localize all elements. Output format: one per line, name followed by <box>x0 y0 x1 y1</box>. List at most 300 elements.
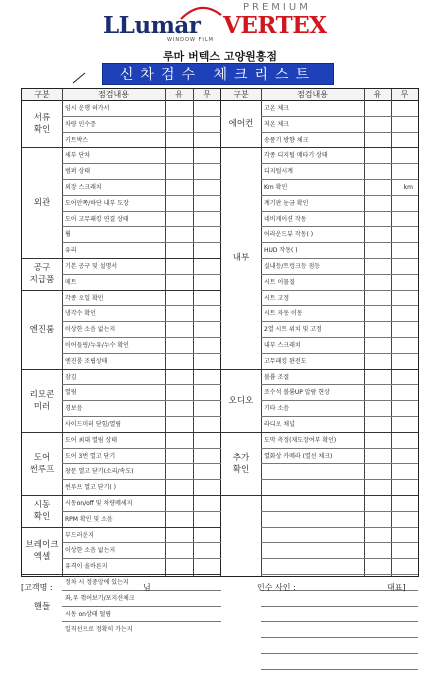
check-cell-present[interactable] <box>364 133 391 149</box>
check-cell-present[interactable] <box>165 559 193 575</box>
checklist-row <box>62 164 221 180</box>
check-cell-absent[interactable] <box>391 338 418 353</box>
checklist-row <box>261 101 418 117</box>
checklist-row <box>62 512 221 528</box>
customer-honorific: 님 <box>143 583 151 592</box>
checklist-row <box>62 354 221 370</box>
check-cell-present[interactable] <box>165 164 193 179</box>
check-cell-absent[interactable] <box>391 275 418 290</box>
checklist-item-text: 각종 오일 확인 <box>65 294 104 302</box>
check-cell-absent[interactable] <box>391 306 418 321</box>
checklist-row <box>261 117 418 133</box>
checklist-item-text: 시트 자동 이동 <box>264 310 303 318</box>
checklist-row <box>261 275 418 291</box>
check-cell-present[interactable] <box>165 417 193 433</box>
group-category-label: 추가 확인 <box>232 452 250 475</box>
check-cell-absent[interactable] <box>193 496 221 511</box>
checklist-item-text: 도어안쪽/하단 내부 도장 <box>65 199 129 207</box>
check-cell-absent[interactable] <box>193 370 221 385</box>
checklist-item-text: 썬루프 열고 닫기( ) <box>65 484 116 492</box>
brand-logo <box>0 2 440 48</box>
check-cell-present[interactable] <box>165 370 193 385</box>
checklist-item-text: 임시 운행 허가서 <box>65 105 110 112</box>
checklist-row <box>62 417 221 433</box>
check-cell-present[interactable] <box>364 101 391 116</box>
check-cell-absent[interactable] <box>391 259 418 274</box>
checklist-row <box>62 148 221 164</box>
check-cell-present[interactable] <box>165 401 193 416</box>
checklist-row <box>261 243 418 259</box>
checklist-row <box>62 528 221 544</box>
check-cell-absent[interactable] <box>193 622 221 638</box>
check-cell-present[interactable] <box>364 385 391 400</box>
check-cell-absent[interactable] <box>391 212 418 227</box>
checklist-row <box>62 243 221 259</box>
check-cell-absent[interactable] <box>193 559 221 575</box>
checklist-row <box>62 480 221 496</box>
check-cell-present[interactable] <box>364 212 391 227</box>
right-group <box>221 148 418 369</box>
checklist-row <box>62 338 221 354</box>
header-category: 구분 <box>233 90 249 99</box>
check-cell-absent[interactable] <box>391 401 418 416</box>
check-cell-present[interactable] <box>165 433 193 448</box>
check-cell-present[interactable] <box>165 449 193 464</box>
checklist-row <box>261 291 418 307</box>
checklist-item-text: RPM 확인 및 소음 <box>65 515 113 523</box>
check-cell-absent[interactable] <box>391 464 418 479</box>
group-category-label: 에어컨 <box>228 119 254 130</box>
check-cell-absent[interactable] <box>391 133 418 149</box>
checklist-row <box>62 433 221 449</box>
check-cell-present[interactable] <box>165 180 193 195</box>
check-cell-absent[interactable] <box>391 622 418 637</box>
check-cell-present[interactable] <box>364 338 391 353</box>
check-cell-absent[interactable] <box>391 607 418 622</box>
check-cell-present[interactable] <box>364 480 391 496</box>
checklist-item-text: 계기판 눈금 확인 <box>264 199 309 207</box>
checklist-item-text: 정차 시 정중앙에 있는지 <box>65 579 129 586</box>
check-cell-absent[interactable] <box>391 528 418 543</box>
header-item: 점검내용 <box>98 90 129 99</box>
header-absent: 무 <box>400 90 409 99</box>
check-cell-absent[interactable] <box>391 496 418 511</box>
checklist-item-text: 시트 고정 <box>264 294 290 302</box>
checklist-item-text: 이상한 소음 없는지 <box>65 547 116 555</box>
check-cell-absent[interactable] <box>193 528 221 543</box>
check-cell-present[interactable] <box>165 322 193 337</box>
checklist-row <box>261 338 418 354</box>
check-cell-absent[interactable] <box>193 164 221 179</box>
check-cell-absent[interactable] <box>391 433 418 448</box>
check-cell-present[interactable] <box>364 543 391 558</box>
checklist-item-text: 조수석 볼륨UP 알람 현상 <box>264 389 330 397</box>
header-present: 유 <box>373 90 382 99</box>
check-cell-present[interactable] <box>165 148 193 163</box>
checklist-item-text: 고무패킹 완전도 <box>264 357 307 365</box>
check-cell-absent[interactable] <box>391 243 418 258</box>
check-cell-absent[interactable] <box>193 401 221 416</box>
check-cell-absent[interactable] <box>391 322 418 337</box>
checklist-row <box>62 196 221 212</box>
check-cell-present[interactable] <box>165 512 193 528</box>
check-cell-present[interactable] <box>364 370 391 385</box>
checklist-row <box>62 212 221 228</box>
check-cell-absent[interactable] <box>391 117 418 132</box>
check-cell-present[interactable] <box>364 512 391 527</box>
check-cell-present[interactable] <box>364 275 391 290</box>
check-cell-absent[interactable] <box>391 227 418 242</box>
check-cell-present[interactable] <box>364 449 391 464</box>
checklist-item-text: 휠 <box>65 231 71 239</box>
checklist-row <box>62 306 221 322</box>
checklist-item-text: 볼륨 조절 <box>264 373 290 381</box>
header-absent: 무 <box>203 90 211 99</box>
check-cell-present[interactable] <box>165 133 193 149</box>
checklist-item-text: 경보음 <box>65 405 83 413</box>
checklist-row <box>62 291 221 307</box>
header-present: 유 <box>175 90 183 99</box>
left-group <box>22 528 221 575</box>
slash-mark <box>72 72 86 84</box>
checklist-item-text: 내부 스크래치 <box>264 341 301 349</box>
checklist-item-text: 매트 <box>65 278 77 286</box>
check-cell-present[interactable] <box>364 306 391 321</box>
check-cell-present[interactable] <box>364 622 391 637</box>
check-cell-present[interactable] <box>165 464 193 479</box>
brand-premium: PREMIUM <box>243 2 311 13</box>
check-cell-present[interactable] <box>364 243 391 258</box>
group-category-label: 리모콘 미러 <box>29 389 55 412</box>
check-cell-absent[interactable] <box>193 417 221 433</box>
check-cell-absent[interactable] <box>193 180 221 195</box>
checklist-row <box>261 559 418 575</box>
check-cell-present[interactable] <box>364 433 391 448</box>
checklist-item-text: 도어 고무패킹 연결 상태 <box>65 215 129 223</box>
group-category-label: 서류 확인 <box>33 113 51 136</box>
checklist-row <box>261 370 418 386</box>
signature-footer <box>21 582 419 594</box>
check-cell-present[interactable] <box>165 259 193 274</box>
check-cell-present[interactable] <box>165 338 193 353</box>
check-cell-absent[interactable] <box>193 212 221 227</box>
checklist-item-text: 사이드미러 닫힘/열림 <box>65 420 122 428</box>
checklist-item-text: 디지털시계 <box>264 168 293 176</box>
check-cell-present[interactable] <box>165 117 193 132</box>
checklist-item-text: 좌,우 꺾어보기/포지션체크 <box>65 594 135 602</box>
group-category-label: 도어 썬루프 <box>29 452 55 475</box>
checklist-row <box>62 227 221 243</box>
left-group <box>22 101 221 148</box>
checklist-item-text: 부드러운지 <box>65 531 94 539</box>
right-column <box>221 89 418 576</box>
check-cell-present[interactable] <box>165 385 193 400</box>
check-cell-present[interactable] <box>165 291 193 306</box>
left-group <box>22 259 221 291</box>
checklist-item-text: 도어 3번 열고 닫기 <box>65 452 116 460</box>
checklist-row <box>261 512 418 528</box>
checklist-row <box>261 433 418 449</box>
checklist-item-text: 외장 스크래치 <box>65 183 102 191</box>
checklist-row <box>62 543 221 559</box>
checklist-item-text: 열화상 카메라 (열선 체크) <box>264 452 333 460</box>
check-cell-absent[interactable] <box>193 543 221 558</box>
checklist-item-text: 저온 체크 <box>264 120 290 128</box>
customer-name-label: [고객명 : <box>21 583 53 592</box>
checklist-item-text: 2열 시트 위치 및 고정 <box>264 326 322 334</box>
checklist-row <box>261 543 418 559</box>
checklist-item-text: 시트 이물질 <box>264 278 295 286</box>
check-cell-present[interactable] <box>165 275 193 291</box>
left-group <box>22 291 221 370</box>
check-cell-absent[interactable] <box>193 480 221 496</box>
check-cell-absent[interactable] <box>193 275 221 291</box>
checklist-row <box>62 401 221 417</box>
checklist-row <box>261 322 418 338</box>
checklist-item-text: 차량 인수증 <box>65 120 96 128</box>
check-cell-absent[interactable] <box>391 101 418 116</box>
check-cell-present[interactable] <box>364 259 391 274</box>
check-cell-present[interactable] <box>364 117 391 132</box>
checklist-row <box>261 180 418 196</box>
check-cell-absent[interactable] <box>193 259 221 274</box>
representative-label: 대표] <box>387 583 406 592</box>
check-cell-present[interactable] <box>364 401 391 416</box>
check-cell-absent[interactable] <box>391 449 418 464</box>
group-category-label: 핸들 <box>33 601 51 612</box>
checklist-row <box>261 164 418 180</box>
brand-vertex: VERTEX <box>223 12 327 39</box>
check-cell-absent[interactable] <box>193 196 221 211</box>
checklist-row <box>261 306 418 322</box>
checklist-row <box>261 196 418 212</box>
check-cell-absent[interactable] <box>193 607 221 622</box>
check-cell-present[interactable] <box>165 528 193 543</box>
check-cell-absent[interactable] <box>391 543 418 558</box>
check-cell-present[interactable] <box>364 164 391 179</box>
check-cell-absent[interactable] <box>391 180 418 195</box>
check-cell-absent[interactable] <box>193 227 221 242</box>
checklist-row <box>261 259 418 275</box>
checklist-row <box>62 449 221 465</box>
checklist-item-text: 시동on/off 및 차량메세지 <box>65 500 133 507</box>
checklist-item-text: 어라운드뷰 작동( ) <box>264 231 314 239</box>
check-cell-absent[interactable] <box>391 291 418 306</box>
check-cell-present[interactable] <box>165 543 193 558</box>
checklist-row <box>261 449 418 465</box>
check-cell-absent[interactable] <box>193 306 221 321</box>
store-name: 루마 버텍스 고양원흥점 <box>163 50 277 63</box>
checklist-item-text: 냉각수 확인 <box>65 310 96 318</box>
checklist-item-text: 실내등/트렁크등 점등 <box>264 262 321 270</box>
km-unit-label: km <box>403 183 413 191</box>
checklist-row <box>261 622 418 638</box>
left-group <box>22 148 221 259</box>
check-cell-present[interactable] <box>364 148 391 163</box>
checklist-row <box>261 212 418 228</box>
checklist-row <box>62 275 221 291</box>
checklist-item-text: 라디오 채널 <box>264 420 295 428</box>
checklist-row <box>261 464 418 480</box>
check-cell-present[interactable] <box>165 306 193 321</box>
checklist-row <box>261 607 418 623</box>
checklist-item-text: 이어들링/누유/누수 확인 <box>65 341 129 349</box>
checklist-row <box>62 133 221 149</box>
check-cell-absent[interactable] <box>193 291 221 306</box>
check-cell-absent[interactable] <box>193 101 221 116</box>
check-cell-present[interactable] <box>165 196 193 211</box>
check-cell-absent[interactable] <box>193 243 221 259</box>
check-cell-absent[interactable] <box>193 133 221 149</box>
check-cell-present[interactable] <box>364 322 391 337</box>
checklist-row <box>62 259 221 275</box>
check-cell-absent[interactable] <box>391 638 418 653</box>
check-cell-absent[interactable] <box>193 449 221 464</box>
check-cell-present[interactable] <box>165 354 193 370</box>
check-cell-present[interactable] <box>364 464 391 479</box>
check-cell-present[interactable] <box>364 354 391 370</box>
checklist-item-text: 네비게이션 작동 <box>264 215 307 223</box>
checklist-item-text: 일직선으로 정확히 가는지 <box>65 626 133 634</box>
check-cell-absent[interactable] <box>193 322 221 337</box>
checklist-row <box>261 133 418 149</box>
check-cell-present[interactable] <box>165 101 193 116</box>
checklist-item-text: 이상한 소음 없는지 <box>65 326 116 334</box>
check-cell-present[interactable] <box>165 496 193 511</box>
check-cell-absent[interactable] <box>391 417 418 433</box>
checklist-item-text: 세부 단차 <box>65 152 91 160</box>
group-category-label: 엔진룸 <box>29 324 55 335</box>
check-cell-present[interactable] <box>364 496 391 511</box>
check-cell-present[interactable] <box>165 622 193 638</box>
checklist-item-text: 각종 디지털 메타기 상태 <box>264 152 328 160</box>
checklist-row <box>62 385 221 401</box>
checklist-row <box>62 322 221 338</box>
left-group <box>22 496 221 528</box>
check-cell-present[interactable] <box>165 607 193 622</box>
checklist-row <box>62 607 221 623</box>
checklist-item-text: 도막 측정(재도장여부 확인) <box>264 436 337 444</box>
checklist-row <box>261 401 418 417</box>
checklist-row <box>261 227 418 243</box>
check-cell-present[interactable] <box>364 291 391 306</box>
group-category-label: 외관 <box>33 198 51 209</box>
check-cell-present[interactable] <box>364 670 391 686</box>
checklist-row <box>261 480 418 496</box>
checklist-row <box>62 370 221 386</box>
check-cell-absent[interactable] <box>391 164 418 179</box>
group-category-label: 내부 <box>232 253 250 264</box>
checklist-row <box>261 528 418 544</box>
check-cell-absent[interactable] <box>193 464 221 479</box>
checklist-item-text: 창문 열고 닫기(소리/속도) <box>65 468 134 476</box>
check-cell-absent[interactable] <box>391 559 418 574</box>
check-cell-present[interactable] <box>165 212 193 227</box>
checklist-item-text: 송풍기 방향 체크 <box>264 136 309 144</box>
check-cell-absent[interactable] <box>391 512 418 527</box>
check-cell-present[interactable] <box>364 227 391 242</box>
checklist-item-text: 엔진룸 조립상태 <box>65 357 108 365</box>
checklist-row <box>62 559 221 575</box>
check-cell-present[interactable] <box>165 480 193 496</box>
checklist-item-text: 유리 <box>65 247 77 255</box>
right-table-header <box>221 89 418 101</box>
checklist-row <box>261 654 418 670</box>
right-group <box>221 433 418 496</box>
checklist-row <box>261 385 418 401</box>
checklist-row <box>62 464 221 480</box>
check-cell-absent[interactable] <box>391 370 418 385</box>
left-table-header <box>22 89 220 101</box>
check-cell-absent[interactable] <box>193 117 221 132</box>
group-category-label: 오디오 <box>228 395 254 406</box>
checklist-item-text: Km 확인 <box>264 183 288 191</box>
checklist-row <box>261 354 418 370</box>
checklist-item-text: 열림 <box>65 389 77 397</box>
checklist-row <box>261 638 418 654</box>
group-category-label: 공구 지급품 <box>29 263 55 286</box>
check-cell-absent[interactable] <box>193 385 221 400</box>
checklist-row <box>62 496 221 512</box>
checklist-item-text: 기타 소음 <box>264 405 290 413</box>
checklist-item-text: 잠김 <box>65 373 77 381</box>
check-cell-absent[interactable] <box>391 148 418 163</box>
check-cell-present[interactable] <box>364 417 391 433</box>
checklist-row <box>62 180 221 196</box>
brand-tagline: WINDOW FILM <box>167 37 214 43</box>
check-cell-absent[interactable] <box>193 512 221 528</box>
check-cell-present[interactable] <box>165 227 193 242</box>
check-cell-present[interactable] <box>364 559 391 574</box>
check-cell-absent[interactable] <box>193 338 221 353</box>
checklist-row <box>62 622 221 638</box>
check-cell-present[interactable] <box>364 180 391 195</box>
check-cell-absent[interactable] <box>193 433 221 448</box>
check-cell-absent[interactable] <box>391 196 418 211</box>
checklist-row <box>62 117 221 133</box>
left-group <box>22 433 221 496</box>
header-category: 구분 <box>34 90 50 99</box>
checklist-row <box>261 670 418 686</box>
right-group <box>221 101 418 148</box>
checklist-row <box>62 101 221 117</box>
brand-llumar: LLumar <box>103 12 201 39</box>
check-cell-absent[interactable] <box>391 354 418 370</box>
check-cell-present[interactable] <box>165 243 193 259</box>
check-cell-present[interactable] <box>364 196 391 211</box>
check-cell-absent[interactable] <box>391 385 418 400</box>
check-cell-absent[interactable] <box>391 654 418 669</box>
receiver-sign-label: 인수 사인 : <box>257 583 296 592</box>
group-category-label: 브레이크 엑셀 <box>25 539 59 562</box>
page-title: 신차검수 체크리스트 <box>102 63 334 85</box>
check-cell-present[interactable] <box>364 638 391 653</box>
right-group <box>221 370 418 433</box>
checklist-item-text: 기본 공구 및 설명서 <box>65 263 118 270</box>
checklist-item-text: 시동 on상태 떨림 <box>65 610 112 618</box>
check-cell-present[interactable] <box>364 528 391 543</box>
check-cell-absent[interactable] <box>391 670 418 686</box>
check-cell-absent[interactable] <box>193 354 221 370</box>
check-cell-absent[interactable] <box>391 480 418 496</box>
left-group <box>22 370 221 433</box>
header-item: 점검내용 <box>297 90 328 99</box>
group-category-label: 시동 확인 <box>33 500 51 523</box>
check-cell-present[interactable] <box>364 654 391 669</box>
checklist-row <box>261 496 418 512</box>
check-cell-present[interactable] <box>364 607 391 622</box>
check-cell-absent[interactable] <box>193 148 221 163</box>
